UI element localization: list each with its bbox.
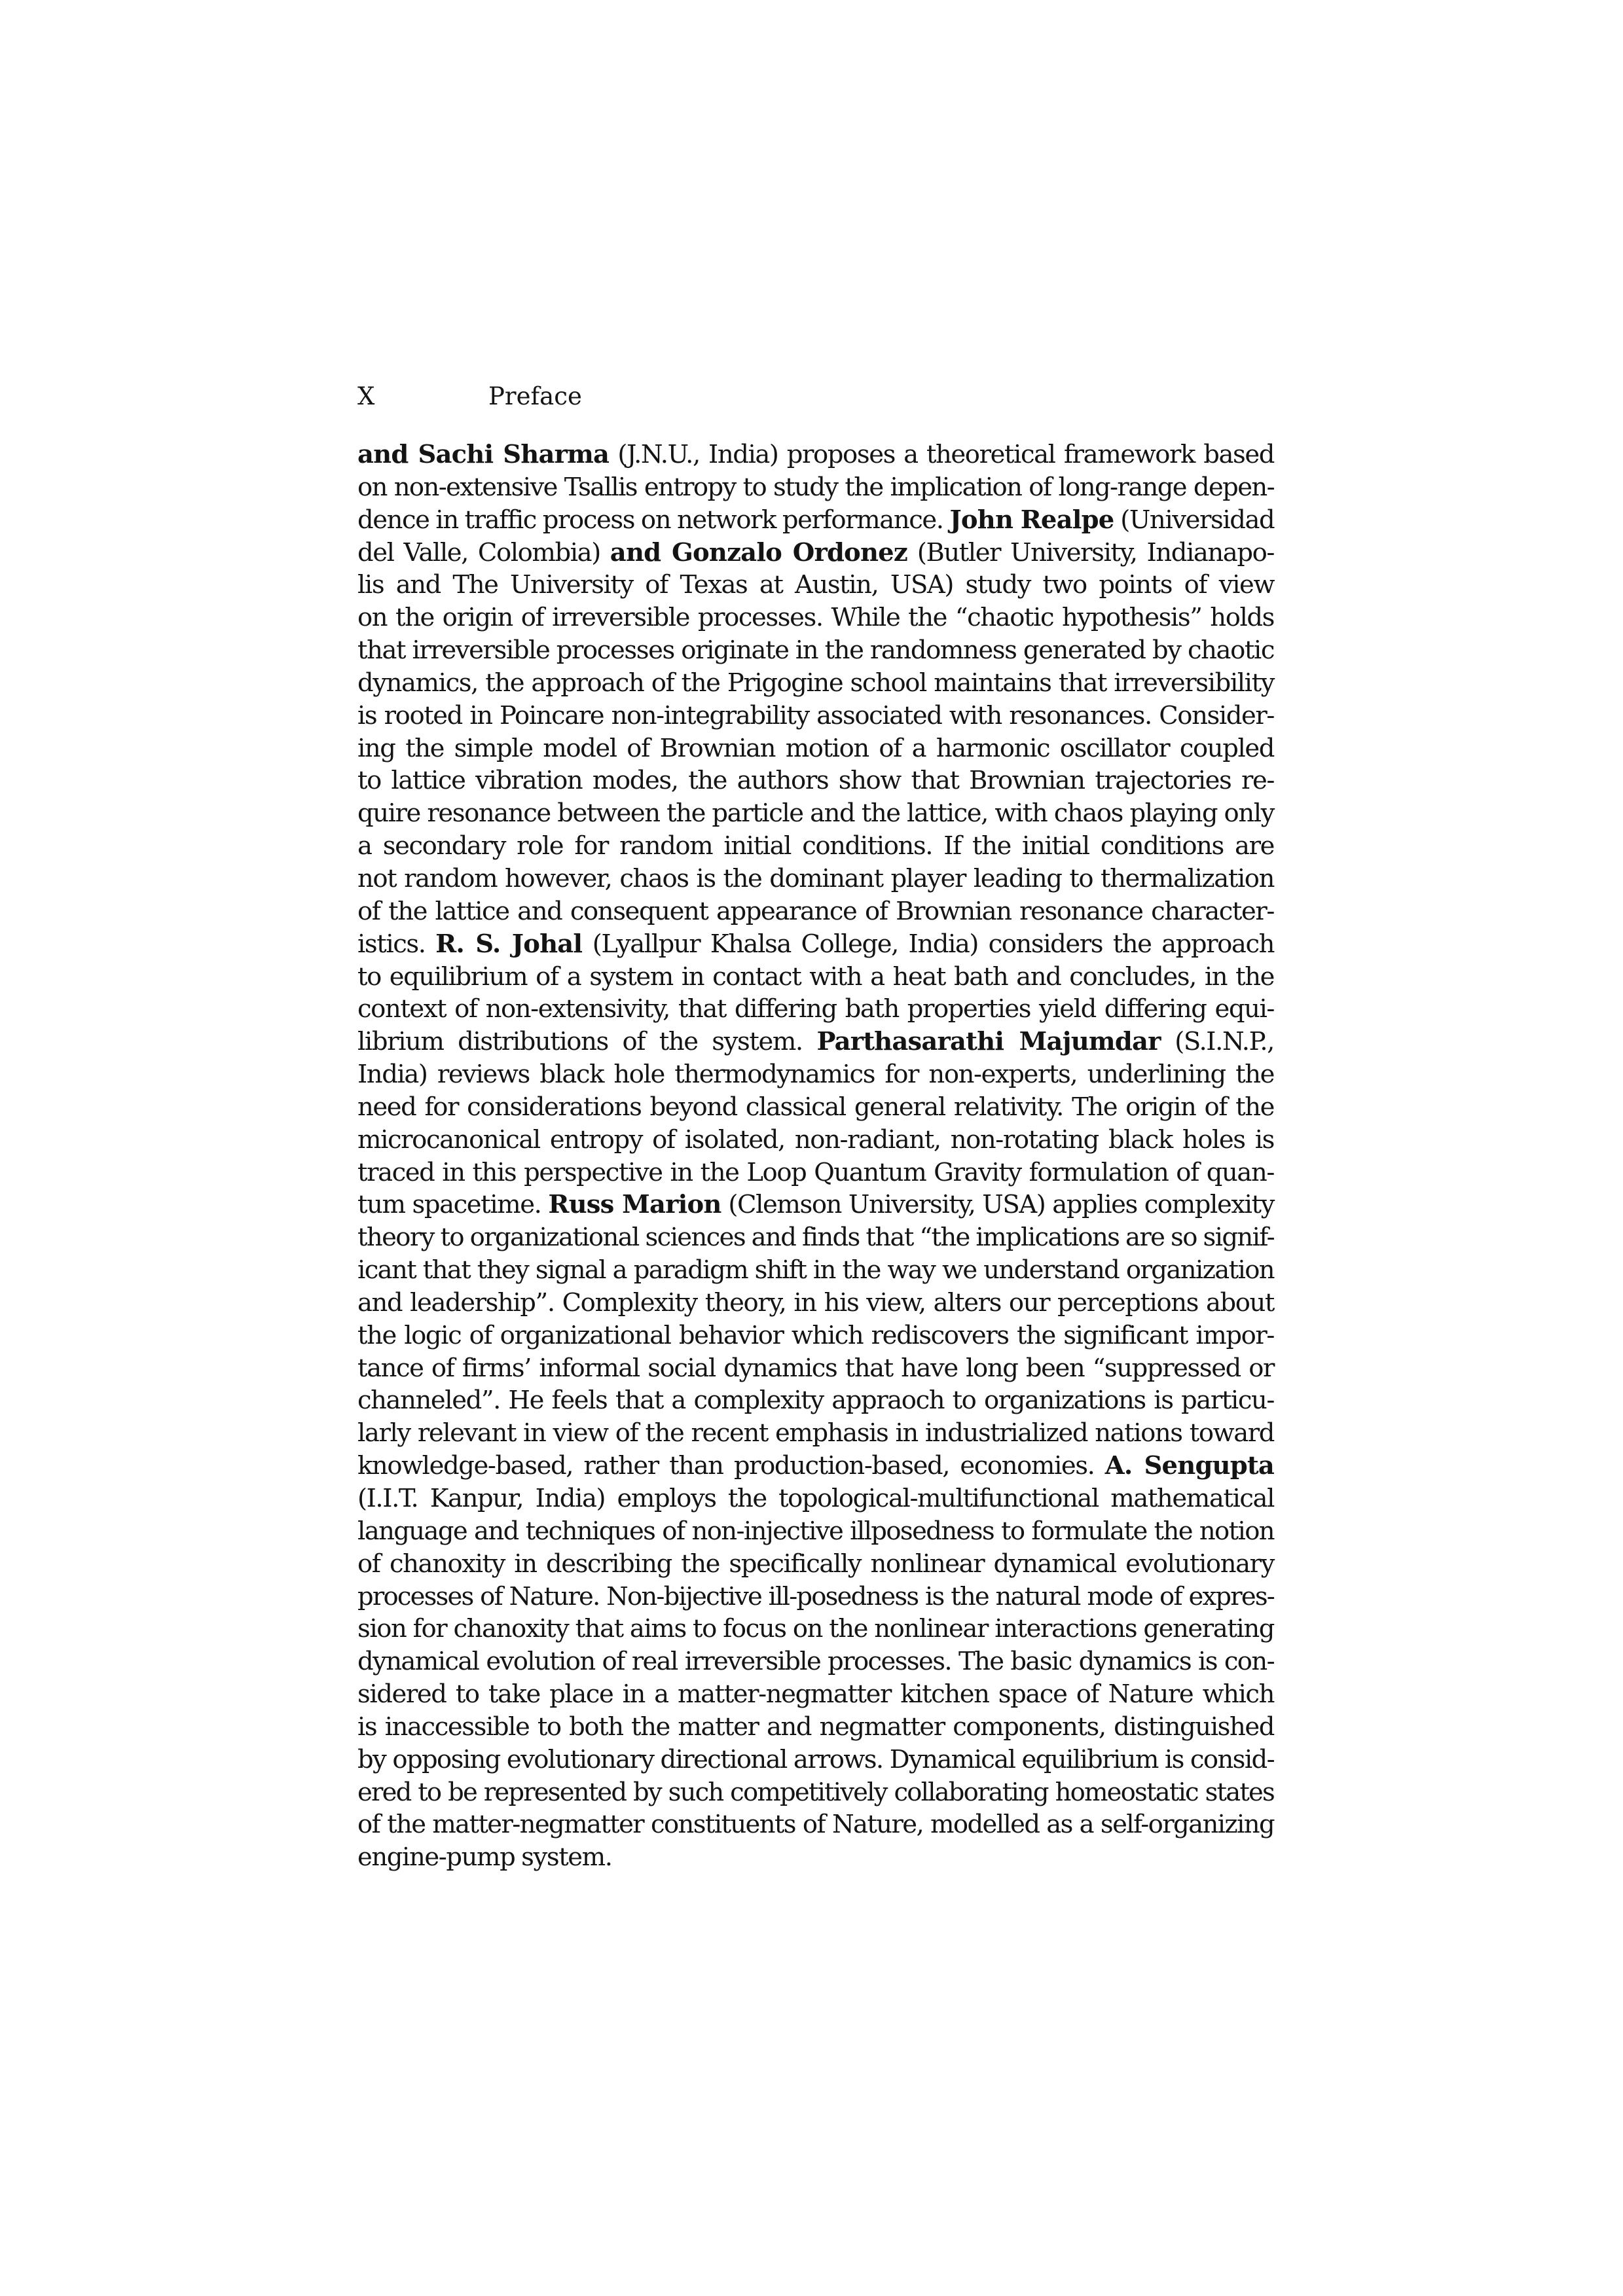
author-name: A. Sengupta: [1104, 1451, 1275, 1481]
text-line: [357, 1776, 1274, 1809]
text-line: [357, 1287, 1274, 1319]
text-line: [357, 1124, 1274, 1157]
author-name: and Sachi Sharma: [357, 440, 610, 469]
text-line: [357, 1091, 1274, 1124]
text-line: [357, 634, 1274, 667]
text-line: [357, 1613, 1274, 1645]
text-segment: quire resonance between the particle and the lattice, with chaos playing only: [357, 798, 1274, 829]
text-line: [357, 797, 1274, 830]
text-line: [357, 537, 1274, 569]
text-segment: lis and The University of Texas at Austin, USA) study two points of view: [357, 570, 1274, 600]
text-segment: not random however, chaos is the dominant player leading to thermalization: [357, 863, 1274, 893]
author-name: R. S. Johal: [435, 929, 583, 959]
text-segment: (Universidad: [1114, 505, 1275, 535]
text-segment: (Butler University, Indianapo-: [907, 537, 1274, 567]
text-line: [357, 895, 1274, 928]
text-line: [357, 1157, 1274, 1189]
text-segment: dynamics, the approach of the Prigogine school maintains that irreversibility: [357, 668, 1274, 698]
text-segment: ing the simple model of Brownian motion of a harmonic oscillator coupled: [357, 733, 1274, 763]
text-segment: channeled”. He feels that a complexity appraoch to organizations is particu-: [357, 1386, 1274, 1416]
text-segment: librium distributions of the system.: [357, 1027, 817, 1057]
text-line: [357, 1189, 1274, 1221]
text-segment: sidered to take place in a matter-negmatter kitchen space of Nature which: [357, 1679, 1274, 1710]
text-line: [357, 667, 1274, 700]
text-line: [357, 1808, 1274, 1841]
text-line: [357, 928, 1274, 961]
text-segment: the logic of organizational behavior which rediscovers the significant impor-: [357, 1320, 1274, 1350]
text-line: [357, 863, 1274, 895]
text-line: [357, 1645, 1274, 1678]
preface-body-text: [357, 439, 1274, 1874]
text-segment: on the origin of irreversible processes. While the “chaotic hypothesis” holds: [357, 603, 1274, 633]
text-segment: tance of firms’ informal social dynamics that have long been “suppressed or: [357, 1353, 1274, 1383]
text-segment: dence in traffic process on network performance.: [357, 505, 950, 535]
text-line: [357, 1548, 1274, 1581]
text-line: [357, 961, 1274, 994]
running-head: [357, 381, 582, 412]
text-segment: processes of Nature. Non-bijective ill-posedness is the natural mode of expres-: [357, 1581, 1274, 1611]
text-segment: of the matter-negmatter constituents of Nature, modelled as a self-organizing: [357, 1810, 1274, 1840]
text-segment: (Clemson University, USA) applies complexity: [721, 1190, 1274, 1220]
text-line: [357, 1384, 1274, 1417]
text-line: [357, 1581, 1274, 1613]
text-line: [357, 504, 1274, 537]
text-segment: India) reviews black hole thermodynamics for non-experts, underlining the: [357, 1060, 1274, 1090]
text-line: [357, 993, 1274, 1026]
text-line: [357, 439, 1274, 471]
text-line: [357, 1450, 1274, 1482]
text-segment: tum spacetime.: [357, 1190, 549, 1220]
author-name: Russ Marion: [548, 1190, 721, 1220]
text-segment: ered to be represented by such competitively collaborating homeostatic states: [357, 1777, 1274, 1807]
text-segment: and leadership”. Complexity theory, in his view, alters our perceptions about: [357, 1287, 1274, 1318]
text-line: [357, 700, 1274, 732]
text-line: [357, 1254, 1274, 1287]
text-segment: istics.: [357, 929, 436, 959]
text-segment: theory to organizational sciences and finds that “the implications are so signif-: [357, 1223, 1274, 1253]
text-line: [357, 471, 1274, 504]
text-segment: on non-extensive Tsallis entropy to study the implication of long-range depen-: [357, 472, 1274, 502]
text-segment: a secondary role for random initial conditions. If the initial conditions are: [357, 831, 1274, 861]
text-line: [357, 1678, 1274, 1711]
text-segment: larly relevant in view of the recent emphasis in industrialized nations toward: [357, 1418, 1274, 1448]
text-line: [357, 1058, 1274, 1091]
text-segment: is rooted in Poincare non-integrability associated with resonances. Consider-: [357, 700, 1274, 730]
text-line: [357, 1319, 1274, 1352]
text-segment: (S.I.N.P.,: [1160, 1027, 1274, 1057]
text-segment: context of non-extensivity, that differing bath properties yield differing equi-: [357, 994, 1274, 1024]
text-line: [357, 569, 1274, 601]
text-line: [357, 1221, 1274, 1254]
text-line: [357, 1841, 1274, 1874]
text-segment: (I.I.T. Kanpur, India) employs the topological-multifunctional mathematical: [357, 1484, 1274, 1513]
text-segment: (Lyallpur Khalsa College, India) considers the approach: [582, 929, 1275, 959]
text-segment: to equilibrium of a system in contact with a heat bath and concludes, in the: [357, 961, 1274, 992]
text-line: [357, 1417, 1274, 1450]
text-line: [357, 1482, 1274, 1515]
page-number: X: [357, 382, 375, 410]
author-name: John Realpe: [949, 505, 1114, 535]
text-line: [357, 830, 1274, 863]
text-segment: engine-pump system.: [357, 1842, 612, 1873]
text-line: [357, 601, 1274, 634]
text-line: [357, 1711, 1274, 1744]
author-name: and Gonzalo Ordonez: [610, 537, 907, 567]
text-line: [357, 732, 1274, 765]
text-segment: sion for chanoxity that aims to focus on the nonlinear interactions generating: [357, 1614, 1274, 1644]
text-segment: of chanoxity in describing the specifically nonlinear dynamical evolutionary: [357, 1549, 1274, 1579]
text-segment: to lattice vibration modes, the authors show that Brownian trajectories re-: [357, 766, 1274, 796]
text-segment: traced in this perspective in the Loop Quantum Gravity formulation of quan-: [357, 1157, 1274, 1187]
text-segment: need for considerations beyond classical general relativity. The origin of the: [357, 1092, 1274, 1122]
text-line: [357, 1026, 1274, 1058]
text-line: [357, 1352, 1274, 1385]
text-line: [357, 1515, 1274, 1548]
text-line: [357, 1744, 1274, 1776]
text-segment: del Valle, Colombia): [357, 537, 610, 567]
text-line: [357, 764, 1274, 797]
text-segment: dynamical evolution of real irreversible processes. The basic dynamics is con-: [357, 1647, 1274, 1677]
text-segment: language and techniques of non-injective illposedness to formulate the notion: [357, 1516, 1274, 1546]
text-segment: icant that they signal a paradigm shift in the way we understand organization: [357, 1255, 1274, 1285]
text-segment: that irreversible processes originate in the randomness generated by chaotic: [357, 636, 1274, 666]
text-segment: by opposing evolutionary directional arrows. Dynamical equilibrium is consid-: [357, 1744, 1274, 1774]
text-segment: of the lattice and consequent appearance of Brownian resonance character-: [357, 896, 1274, 926]
text-segment: is inaccessible to both the matter and negmatter components, distinguished: [357, 1712, 1274, 1742]
running-title: Preface: [488, 382, 582, 410]
text-segment: knowledge-based, rather than production-based, economies.: [357, 1451, 1105, 1481]
author-name: Parthasarathi Majumdar: [816, 1027, 1161, 1057]
text-segment: (J.N.U., India) proposes a theoretical framework based: [609, 440, 1275, 469]
text-segment: microcanonical entropy of isolated, non-radiant, non-rotating black holes is: [357, 1124, 1274, 1155]
